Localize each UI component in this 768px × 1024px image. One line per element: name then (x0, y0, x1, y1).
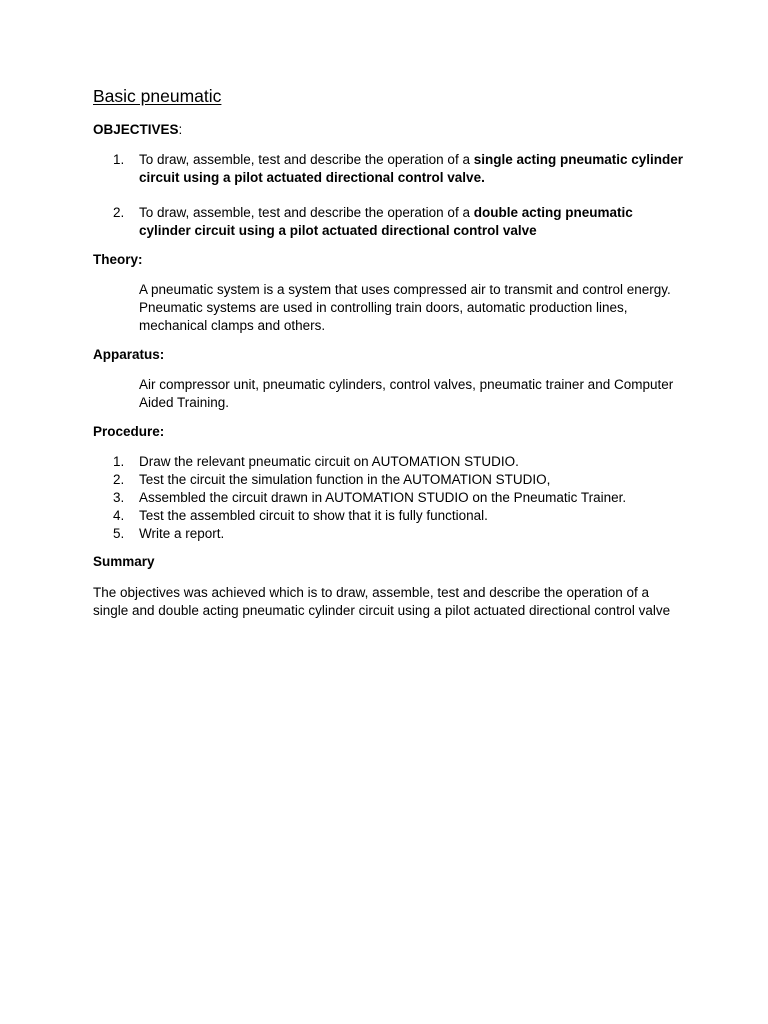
objectives-heading-label: OBJECTIVES (93, 122, 179, 137)
objective-number: 1. (113, 152, 125, 167)
procedure-number: 2. (113, 472, 125, 487)
objectives-heading-colon: : (178, 122, 183, 137)
procedure-number: 4. (113, 508, 125, 523)
objective-item-2 (113, 204, 683, 240)
apparatus-heading: Apparatus: (93, 347, 165, 362)
apparatus-text: Air compressor unit, pneumatic cylinders, control valves, pneumatic trainer and Computer Aided Training. (139, 377, 674, 410)
objective-text: To draw, assemble, test and describe the operation of a (139, 152, 474, 167)
procedure-number: 1. (113, 454, 125, 469)
objectives-heading (93, 122, 182, 137)
summary-heading: Summary (93, 554, 155, 569)
procedure-text: Test the circuit the simulation function in the AUTOMATION STUDIO, (139, 472, 551, 487)
summary-text: The objectives was achieved which is to draw, assemble, test and describe the operation of a single and double acting pneumatic cylinder circuit using a pilot actuated directional control valve (93, 585, 671, 618)
objective-number: 2. (113, 205, 125, 220)
theory-heading: Theory: (93, 252, 143, 267)
procedure-text: Draw the relevant pneumatic circuit on AUTOMATION STUDIO. (139, 454, 519, 469)
procedure-text: Assembled the circuit drawn in AUTOMATION STUDIO on the Pneumatic Trainer. (139, 490, 627, 505)
procedure-number: 5. (113, 526, 125, 541)
procedure-heading: Procedure: (93, 424, 165, 439)
objective-item-1 (113, 151, 683, 187)
objective-bold-text: single acting pneumatic cylinder circuit using a pilot actuated directional control valve. (139, 152, 684, 185)
document-title: Basic pneumatic (93, 86, 222, 106)
objective-text: To draw, assemble, test and describe the operation of a (139, 205, 474, 220)
procedure-item-5 (113, 525, 683, 543)
procedure-text: Write a report. (139, 526, 225, 541)
procedure-item-3 (113, 489, 683, 507)
objective-bold-text: double acting pneumatic cylinder circuit using a pilot actuated directional control valve (139, 205, 633, 238)
procedure-number: 3. (113, 490, 125, 505)
procedure-item-2 (113, 471, 683, 489)
theory-text: A pneumatic system is a system that uses compressed air to transmit and control energy. Pneumatic systems are used in controlling train doors, automatic production lines, mechanical clamps and others. (139, 282, 671, 333)
procedure-list (113, 453, 683, 543)
objectives-list (113, 151, 683, 257)
procedure-text: Test the assembled circuit to show that it is fully functional. (139, 508, 488, 523)
procedure-item-4 (113, 507, 683, 525)
procedure-item-1 (113, 453, 683, 471)
